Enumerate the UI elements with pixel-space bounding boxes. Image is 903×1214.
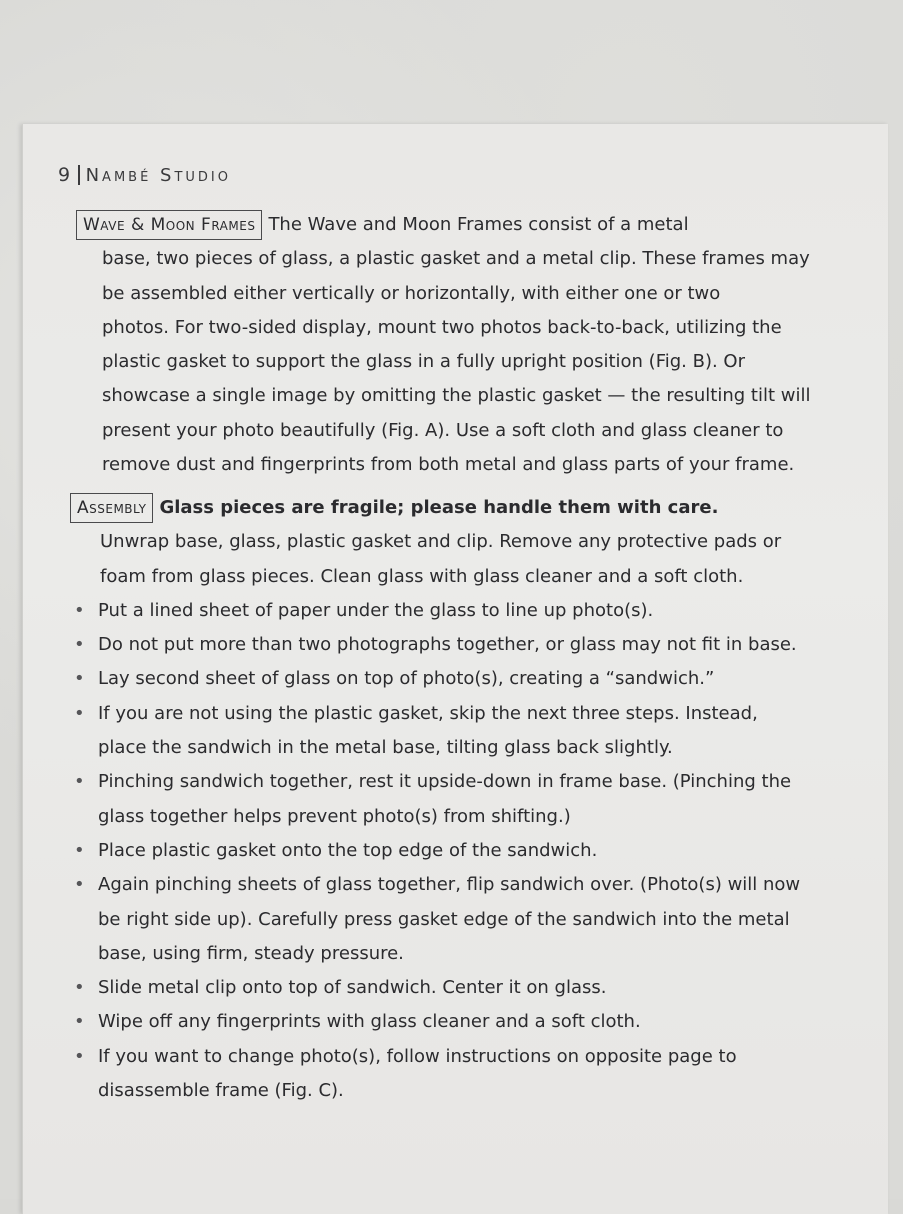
list-item [74, 697, 800, 766]
list-item [74, 868, 800, 971]
step-text: place the sandwich in the metal base, tilting glass back slightly. [98, 737, 673, 759]
list-item [74, 971, 800, 1005]
step-text: • Again pinching sheets of glass together, flip sandwich over. (Photo(s) will now [98, 874, 801, 896]
step-text: • Put a lined sheet of paper under the glass to line up photo(s). [98, 599, 654, 621]
body-line: photos. For two-sided display, mount two photos back-to-back, utilizing the [102, 316, 782, 338]
body-line: base, two pieces of glass, a plastic gasket and a metal clip. These frames may [102, 248, 810, 270]
list-item [74, 1005, 800, 1039]
step-text: • If you want to change photo(s), follow instructions on opposite page to [98, 1045, 737, 1067]
step-text: • If you are not using the plastic gasket, skip the next three steps. Instead, [98, 702, 758, 724]
wave-moon-section [76, 208, 810, 482]
page-header [58, 164, 231, 186]
assembly-first-line [70, 491, 800, 525]
fragile-warning: Glass pieces are fragile; please handle them with care. [159, 497, 719, 518]
step-text: • Slide metal clip onto top of sandwich. Center it on glass. [98, 977, 607, 999]
body-line: The Wave and Moon Frames consist of a metal [268, 214, 689, 235]
step-text: • Lay second sheet of glass on top of photo(s), creating a “sandwich.” [98, 668, 715, 690]
step-text: • Do not put more than two photographs together, or glass may not fit in base. [98, 634, 797, 656]
body-line: plastic gasket to support the glass in a fully upright position (Fig. B). Or [102, 351, 745, 373]
step-text: base, using firm, steady pressure. [98, 942, 404, 964]
header-divider [78, 165, 80, 185]
body-line: showcase a single image by omitting the plastic gasket — the resulting tilt will [102, 385, 811, 407]
list-item [74, 1040, 800, 1109]
step-text: be right side up). Carefully press gasket edge of the sandwich into the metal [98, 908, 790, 930]
body-line: be assembled either vertically or horizontally, with either one or two [102, 282, 721, 304]
wave-moon-first-line [76, 208, 810, 242]
body-line: Unwrap base, glass, plastic gasket and clip. Remove any protective pads or [100, 531, 782, 553]
assembly-label: Assembly [70, 493, 153, 523]
body-line: remove dust and fingerprints from both metal and glass parts of your frame. [102, 454, 795, 476]
list-item [74, 662, 800, 696]
step-text: disassemble frame (Fig. C). [98, 1080, 344, 1102]
brand-name: Nambé Studio [85, 164, 231, 186]
step-text: • Pinching sandwich together, rest it upside-down in frame base. (Pinching the [98, 771, 792, 793]
step-text: • Place plastic gasket onto the top edge of the sandwich. [98, 839, 598, 861]
wave-moon-label: Wave & Moon Frames [76, 210, 262, 240]
list-item [74, 594, 800, 628]
assembly-section [70, 491, 800, 1108]
page-number: 9 [58, 164, 72, 186]
list-item [74, 765, 800, 834]
assembly-steps [70, 594, 800, 1108]
step-text: glass together helps prevent photo(s) from shifting.) [98, 805, 571, 827]
list-item [74, 834, 800, 868]
list-item [74, 628, 800, 662]
step-text: • Wipe off any fingerprints with glass cleaner and a soft cloth. [98, 1011, 641, 1033]
body-line: foam from glass pieces. Clean glass with glass cleaner and a soft cloth. [100, 565, 744, 587]
body-line: present your photo beautifully (Fig. A). Use a soft cloth and glass cleaner to [102, 419, 784, 441]
